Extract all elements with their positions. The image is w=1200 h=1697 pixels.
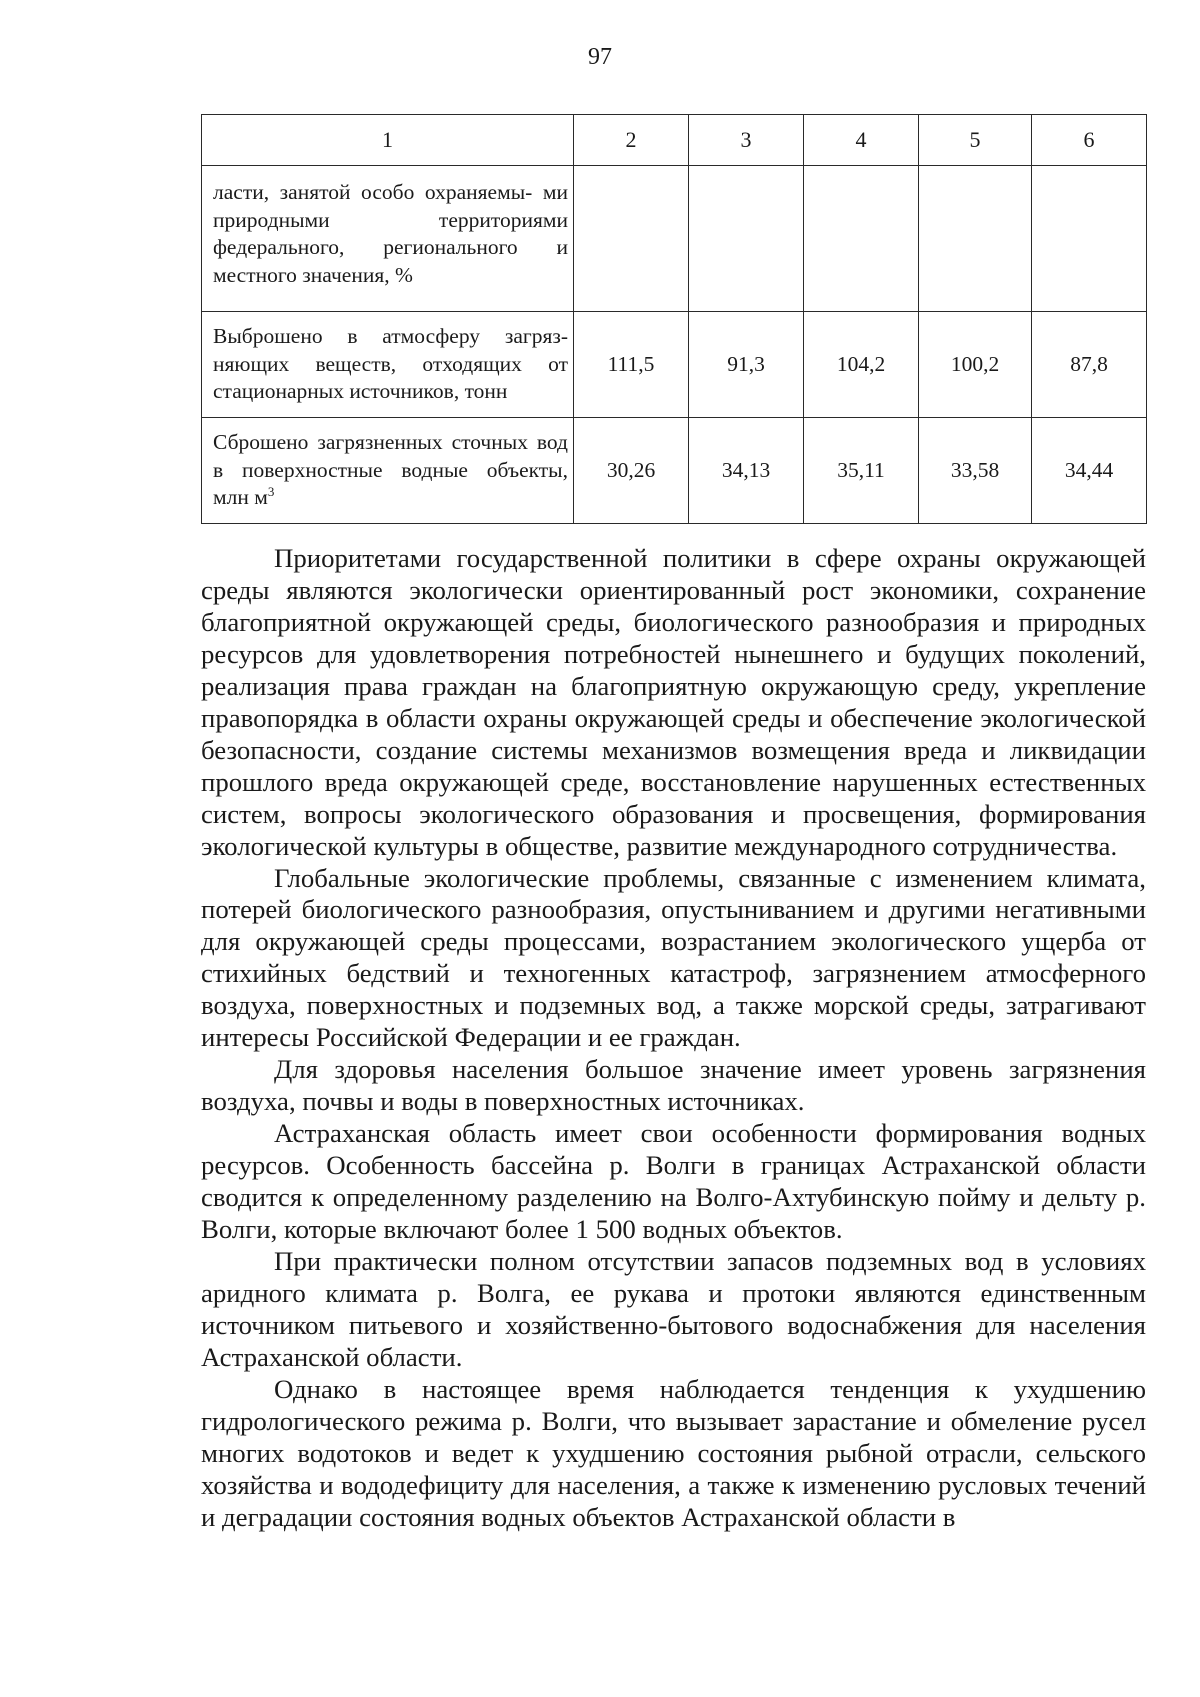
- indicators-table: [201, 114, 1147, 524]
- table-header-row: [202, 115, 1147, 166]
- value-cell: 87,8: [1032, 312, 1147, 418]
- value-cell: 34,13: [689, 418, 804, 524]
- paragraph: При практически полном отсутствии запасов подземных вод в условиях аридного климата р. Волга, ее рукава и протоки являются единственным источником питьевого и хозяйственно-бытового водоснабжения для населения Астраханской области.: [201, 1245, 1146, 1372]
- value-cell: [804, 166, 919, 312]
- paragraph: Астраханская область имеет свои особенности формирования водных ресурсов. Особенность бассейна р. Волги в границах Астраханской области сводится к определенному разделению на Волго-Ахтубинскую пойму и дельту р. Волги, которые включают более 1 500 водных объектов.: [201, 1118, 1146, 1245]
- superscript: 3: [267, 484, 275, 500]
- column-number: 1: [202, 115, 574, 166]
- value-cell: 30,26: [574, 418, 689, 524]
- value-cell: [1032, 166, 1147, 312]
- value-cell: 35,11: [804, 418, 919, 524]
- column-number: 2: [574, 115, 689, 166]
- table-row: [202, 418, 1147, 524]
- value-cell: 111,5: [574, 312, 689, 418]
- column-number: 5: [919, 115, 1032, 166]
- body-text: [201, 543, 1146, 1534]
- column-number: 4: [804, 115, 919, 166]
- table-row: [202, 166, 1147, 312]
- indicator-label: Выброшено в атмосферу загряз- няющих веществ, отходящих от стационарных источников, тонн: [202, 312, 574, 418]
- value-cell: 104,2: [804, 312, 919, 418]
- value-cell: 33,58: [919, 418, 1032, 524]
- table-row: [202, 312, 1147, 418]
- indicator-label: Сброшено загрязненных сточных вод в поверхностные водные объекты, млн $м^3$: [202, 418, 574, 524]
- value-cell: 100,2: [919, 312, 1032, 418]
- paragraph: Глобальные экологические проблемы, связанные с изменением климата, потерей биологического разнообразия, опустыниванием и другими негативными для окружающей среды процессами, возрастанием экологического ущерба от стихийных бедствий и техногенных катастроф, загрязнением атмосферного воздуха, поверхностных и подземных вод, а также морской среды, затрагивают интересы Российской Федерации и ее граждан.: [201, 862, 1146, 1053]
- paragraph: Приоритетами государственной политики в сфере охраны окружающей среды являются экологически ориентированный рост экономики, сохранение благоприятной окружающей среды, биологического разнообразия и природных ресурсов для удовлетворения потребностей нынешнего и будущих поколений, реализация права граждан на благоприятную окружающую среду, укрепление правопорядка в области охраны окружающей среды и обеспечение экологической безопасности, создание системы механизмов возмещения вреда и ликвидации прошлого вреда окружающей среде, восстановление нарушенных естественных систем, вопросы экологического образования и просвещения, формирования экологической культуры в обществе, развитие международного сотрудничества.: [201, 543, 1146, 861]
- paragraph: Однако в настоящее время наблюдается тенденция к ухудшению гидрологического режима р. Волги, что вызывает зарастание и обмеление русел многих водотоков и ведет к ухудшению состояния рыбной отрасли, сельского хозяйства и вододефициту для населения, а также к изменению русловых течений и деградации состояния водных объектов Астраханской области в: [201, 1373, 1146, 1532]
- indicator-label: ласти, занятой особо охраняемы- ми природными территориями федерального, регионального и местного значения, %: [202, 166, 574, 312]
- column-number: 6: [1032, 115, 1147, 166]
- page-number: 97: [588, 44, 612, 70]
- paragraph: Для здоровья населения большое значение имеет уровень загрязнения воздуха, почвы и воды в поверхностных источниках.: [201, 1054, 1146, 1117]
- value-cell: [689, 166, 804, 312]
- value-cell: [574, 166, 689, 312]
- value-cell: 91,3: [689, 312, 804, 418]
- value-cell: [919, 166, 1032, 312]
- column-number: 3: [689, 115, 804, 166]
- value-cell: 34,44: [1032, 418, 1147, 524]
